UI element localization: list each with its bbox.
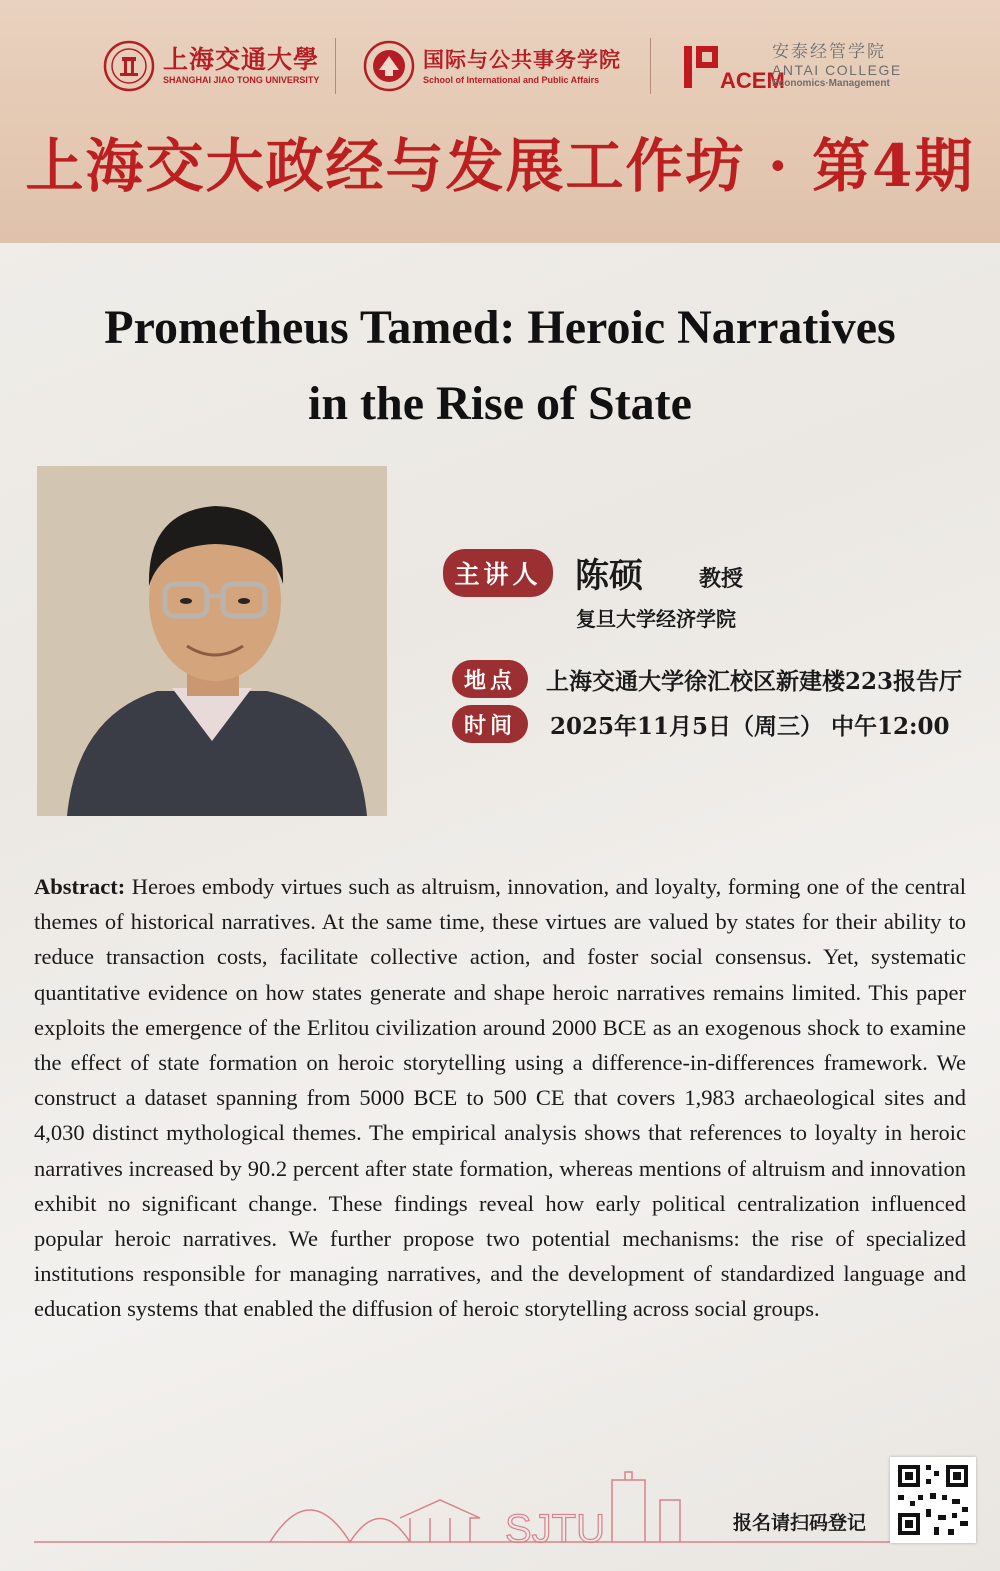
- time-row: [452, 705, 950, 743]
- speaker-photo: [37, 466, 387, 816]
- sjtu-name-cn: 上海交通大學: [163, 45, 320, 74]
- sipa-name-cn: 国际与公共事务学院: [423, 47, 621, 72]
- logo-divider: [650, 38, 651, 94]
- sipa-logo-text: [423, 46, 621, 86]
- acem-logo-icon: [684, 40, 785, 93]
- sjtu-name-en: SHANGHAI JIAO TONG UNIVERSITY: [163, 75, 320, 85]
- location-value: 上海交通大学徐汇校区新建楼223报告厅: [546, 667, 963, 695]
- sipa-logo: [363, 34, 621, 98]
- time-label-pill: 时间: [452, 705, 528, 743]
- speaker-name: 陈硕: [575, 556, 643, 596]
- sjtu-footer-mark: SJTU: [505, 1507, 605, 1551]
- qr-code-icon: [890, 1457, 976, 1543]
- talk-title-line-1: Prometheus Tamed: Heroic Narratives: [104, 301, 896, 354]
- sjtu-logo: [103, 34, 319, 98]
- sipa-seal-icon: [363, 40, 415, 92]
- location-label-pill: 地点: [452, 660, 528, 698]
- abstract-text: Heroes embody virtues such as altruism, innovation, and loyalty, forming one of the central themes of historical narratives. At the same time, these virtues are valued by states for their ability to reduce transaction costs, facilitate collective action, and foster social consensus. Yet, systematic quantitative evidence on how states generate and shape heroic narratives remains limited. This paper exploits the emergence of the Erlitou civilization around 2000 BCE as an exogenous shock to examine the effect of state formation on heroic storytelling using a difference-in-differences framework. We construct a dataset spanning from 5000 BCE to 500 CE that covers 1,983 archaeological sites and 4,030 distinct mythological themes. The empirical analysis shows that references to loyalty in heroic narratives increased by 90.2 percent after state formation, whereas mentions of altruism and innovation exhibit no significant change. These findings reveal how early political centralization influenced popular heroic narratives. We further propose two potential mechanisms: the rise of specialized institutions responsible for managing narratives, and the development of standardized language and education systems that enabled the diffusion of heroic storytelling across social groups.: [34, 874, 966, 1322]
- time-value: 2025年11月5日（周三） 中午12:00: [550, 712, 950, 740]
- talk-title-line-2: in the Rise of State: [308, 377, 692, 430]
- abstract-label: Abstract:: [34, 874, 126, 899]
- antai-logo-text: [772, 42, 902, 90]
- speaker-rank: 教授: [699, 566, 744, 592]
- sjtu-logo-text: [163, 46, 319, 86]
- antai-name-en: ANTAI COLLEGE: [772, 62, 902, 78]
- antai-mark-text: ACEM: [720, 68, 785, 93]
- speaker-affiliation: 复旦大学经济学院: [576, 607, 736, 631]
- sipa-name-en: School of International and Public Affairs: [423, 75, 600, 85]
- antai-subtitle: Economics·Management: [772, 78, 890, 89]
- speaker-label-pill: 主讲人: [443, 549, 553, 597]
- header-banner: [0, 0, 1000, 243]
- talk-title: [20, 290, 980, 442]
- registration-qr-code[interactable]: [890, 1457, 976, 1543]
- abstract-paragraph: [34, 869, 966, 1327]
- antai-name-cn: 安泰经管学院: [772, 42, 886, 62]
- logo-divider: [335, 38, 336, 94]
- sjtu-seal-icon: [103, 40, 155, 92]
- register-prompt: 报名请扫码登记: [733, 1512, 867, 1534]
- antai-logo: [684, 34, 902, 98]
- speaker-row: [443, 548, 743, 597]
- event-title: 上海交大政经与发展工作坊 · 第4期: [25, 132, 975, 200]
- location-row: [452, 660, 962, 698]
- logo-row: [0, 34, 1000, 98]
- speaker-portrait-image: [37, 466, 387, 816]
